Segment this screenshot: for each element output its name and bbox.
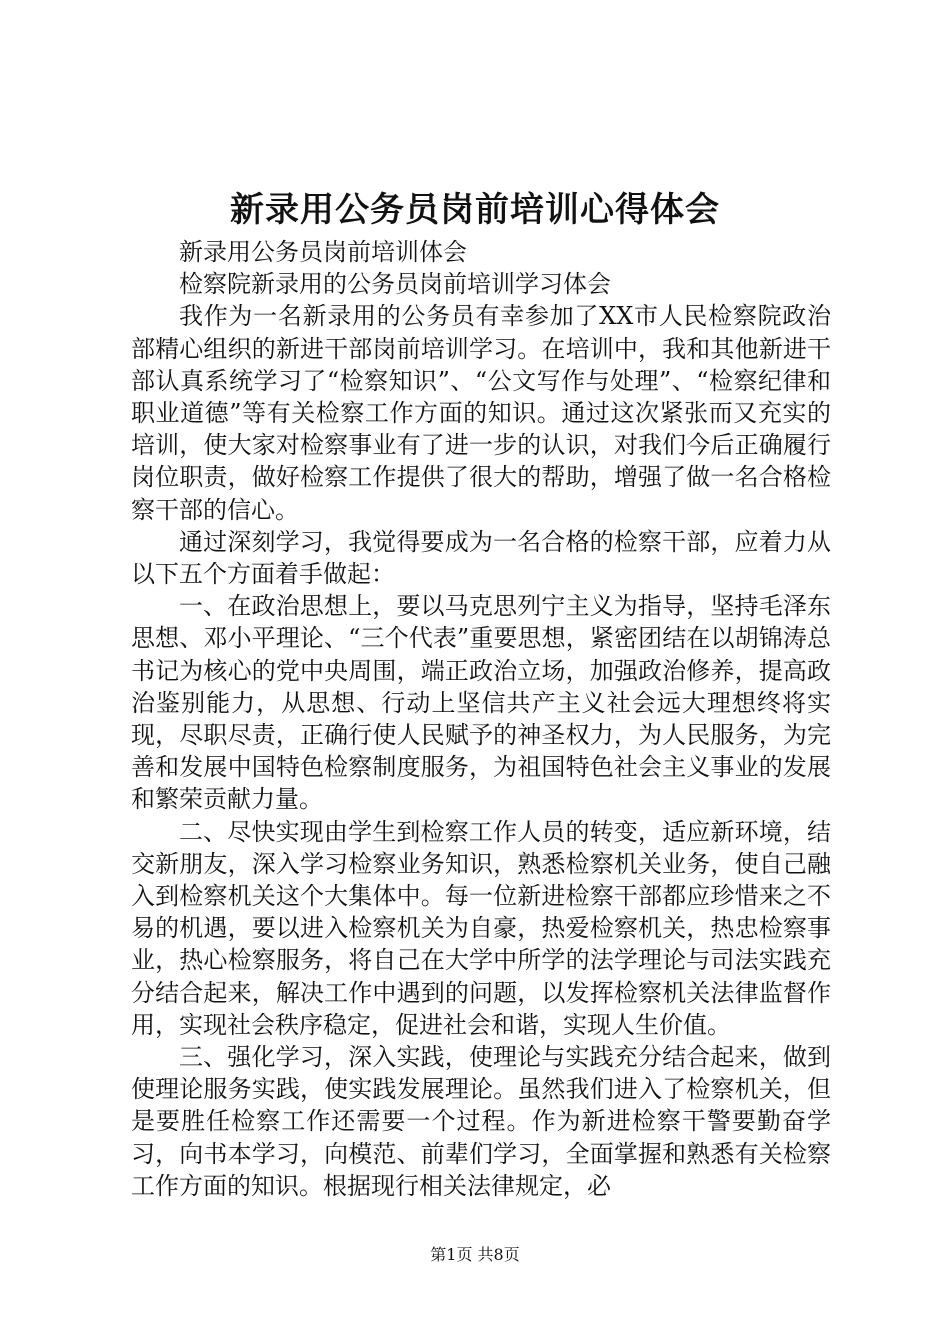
paragraph-point-two: 二、尽快实现由学生到检察工作人员的转变，适应新环境，结交新朋友，深入学习检察业务知识，熟悉检察机关业务，使自己融入到检察机关这个大集体中。每一位新进检察干部都应珍惜来之不易的机遇，要以进入检察机关为自豪，热爱检察机关，热忠检察事业，热心检察服务，将自己在大学中所学的法学理论与司法实践充分结合起来，解决工作中遇到的问题，以发挥检察机关法律监督作用，实现社会秩序稳定，促进社会和谐，实现人生价值。 (131, 817, 831, 1039)
paragraph-subtitle-2: 检察院新录用的公务员岗前培训学习体会 (179, 270, 611, 299)
paragraph-point-one: 一、在政治思想上，要以马克思列宁主义为指导，坚持毛泽东思想、邓小平理论、“三个代表”重要思想，紧密团结在以胡锦涛总书记为核心的党中央周围，端正政治立场，加强政治修养，提高政治鉴别能力，从思想、行动上坚信共产主义社会远大理想终将实现，尽职尽责，正确行使人民赋予的神圣权力，为人民服务，为完善和发展中国特色检察制度服务，为祖国特色社会主义事业的发展和繁荣贡献力量。 (131, 592, 831, 814)
page-footer: 第1页 共8页 (430, 1245, 520, 1264)
document-body (131, 236, 831, 1202)
document-title: 新录用公务员岗前培训心得体会 (230, 190, 720, 230)
paragraph-point-three: 三、强化学习，深入实践，使理论与实践充分结合起来，做到使理论服务实践，使实践发展理论。虽然我们进入了检察机关，但是要胜任检察工作还需要一个过程。作为新进检察干警要勤奋学习，向书本学习，向模范、前辈们学习，全面掌握和熟悉有关检察工作方面的知识。根据现行相关法律规定，必 (131, 1043, 831, 1200)
paragraph-subtitle-1: 新录用公务员岗前培训体会 (179, 238, 467, 266)
paragraph-lead-in: 通过深刻学习，我觉得要成为一名合格的检察干部，应着力从以下五个方面着手做起： (131, 527, 831, 589)
paragraph-intro: 我作为一名新录用的公务员有幸参加了XX市人民检察院政治部精心组织的新进干部岗前培训学习。在培训中，我和其他新进干部认真系统学习了“检察知识”、“公文写作与处理”、“检察纪律和职业道德”等有关检察工作方面的知识。通过这次紧张而又充实的培训，使大家对检察事业有了进一步的认识，对我们今后正确履行岗位职责，做好检察工作提供了很大的帮助，增强了做一名合格检察干部的信心。 (131, 302, 831, 524)
